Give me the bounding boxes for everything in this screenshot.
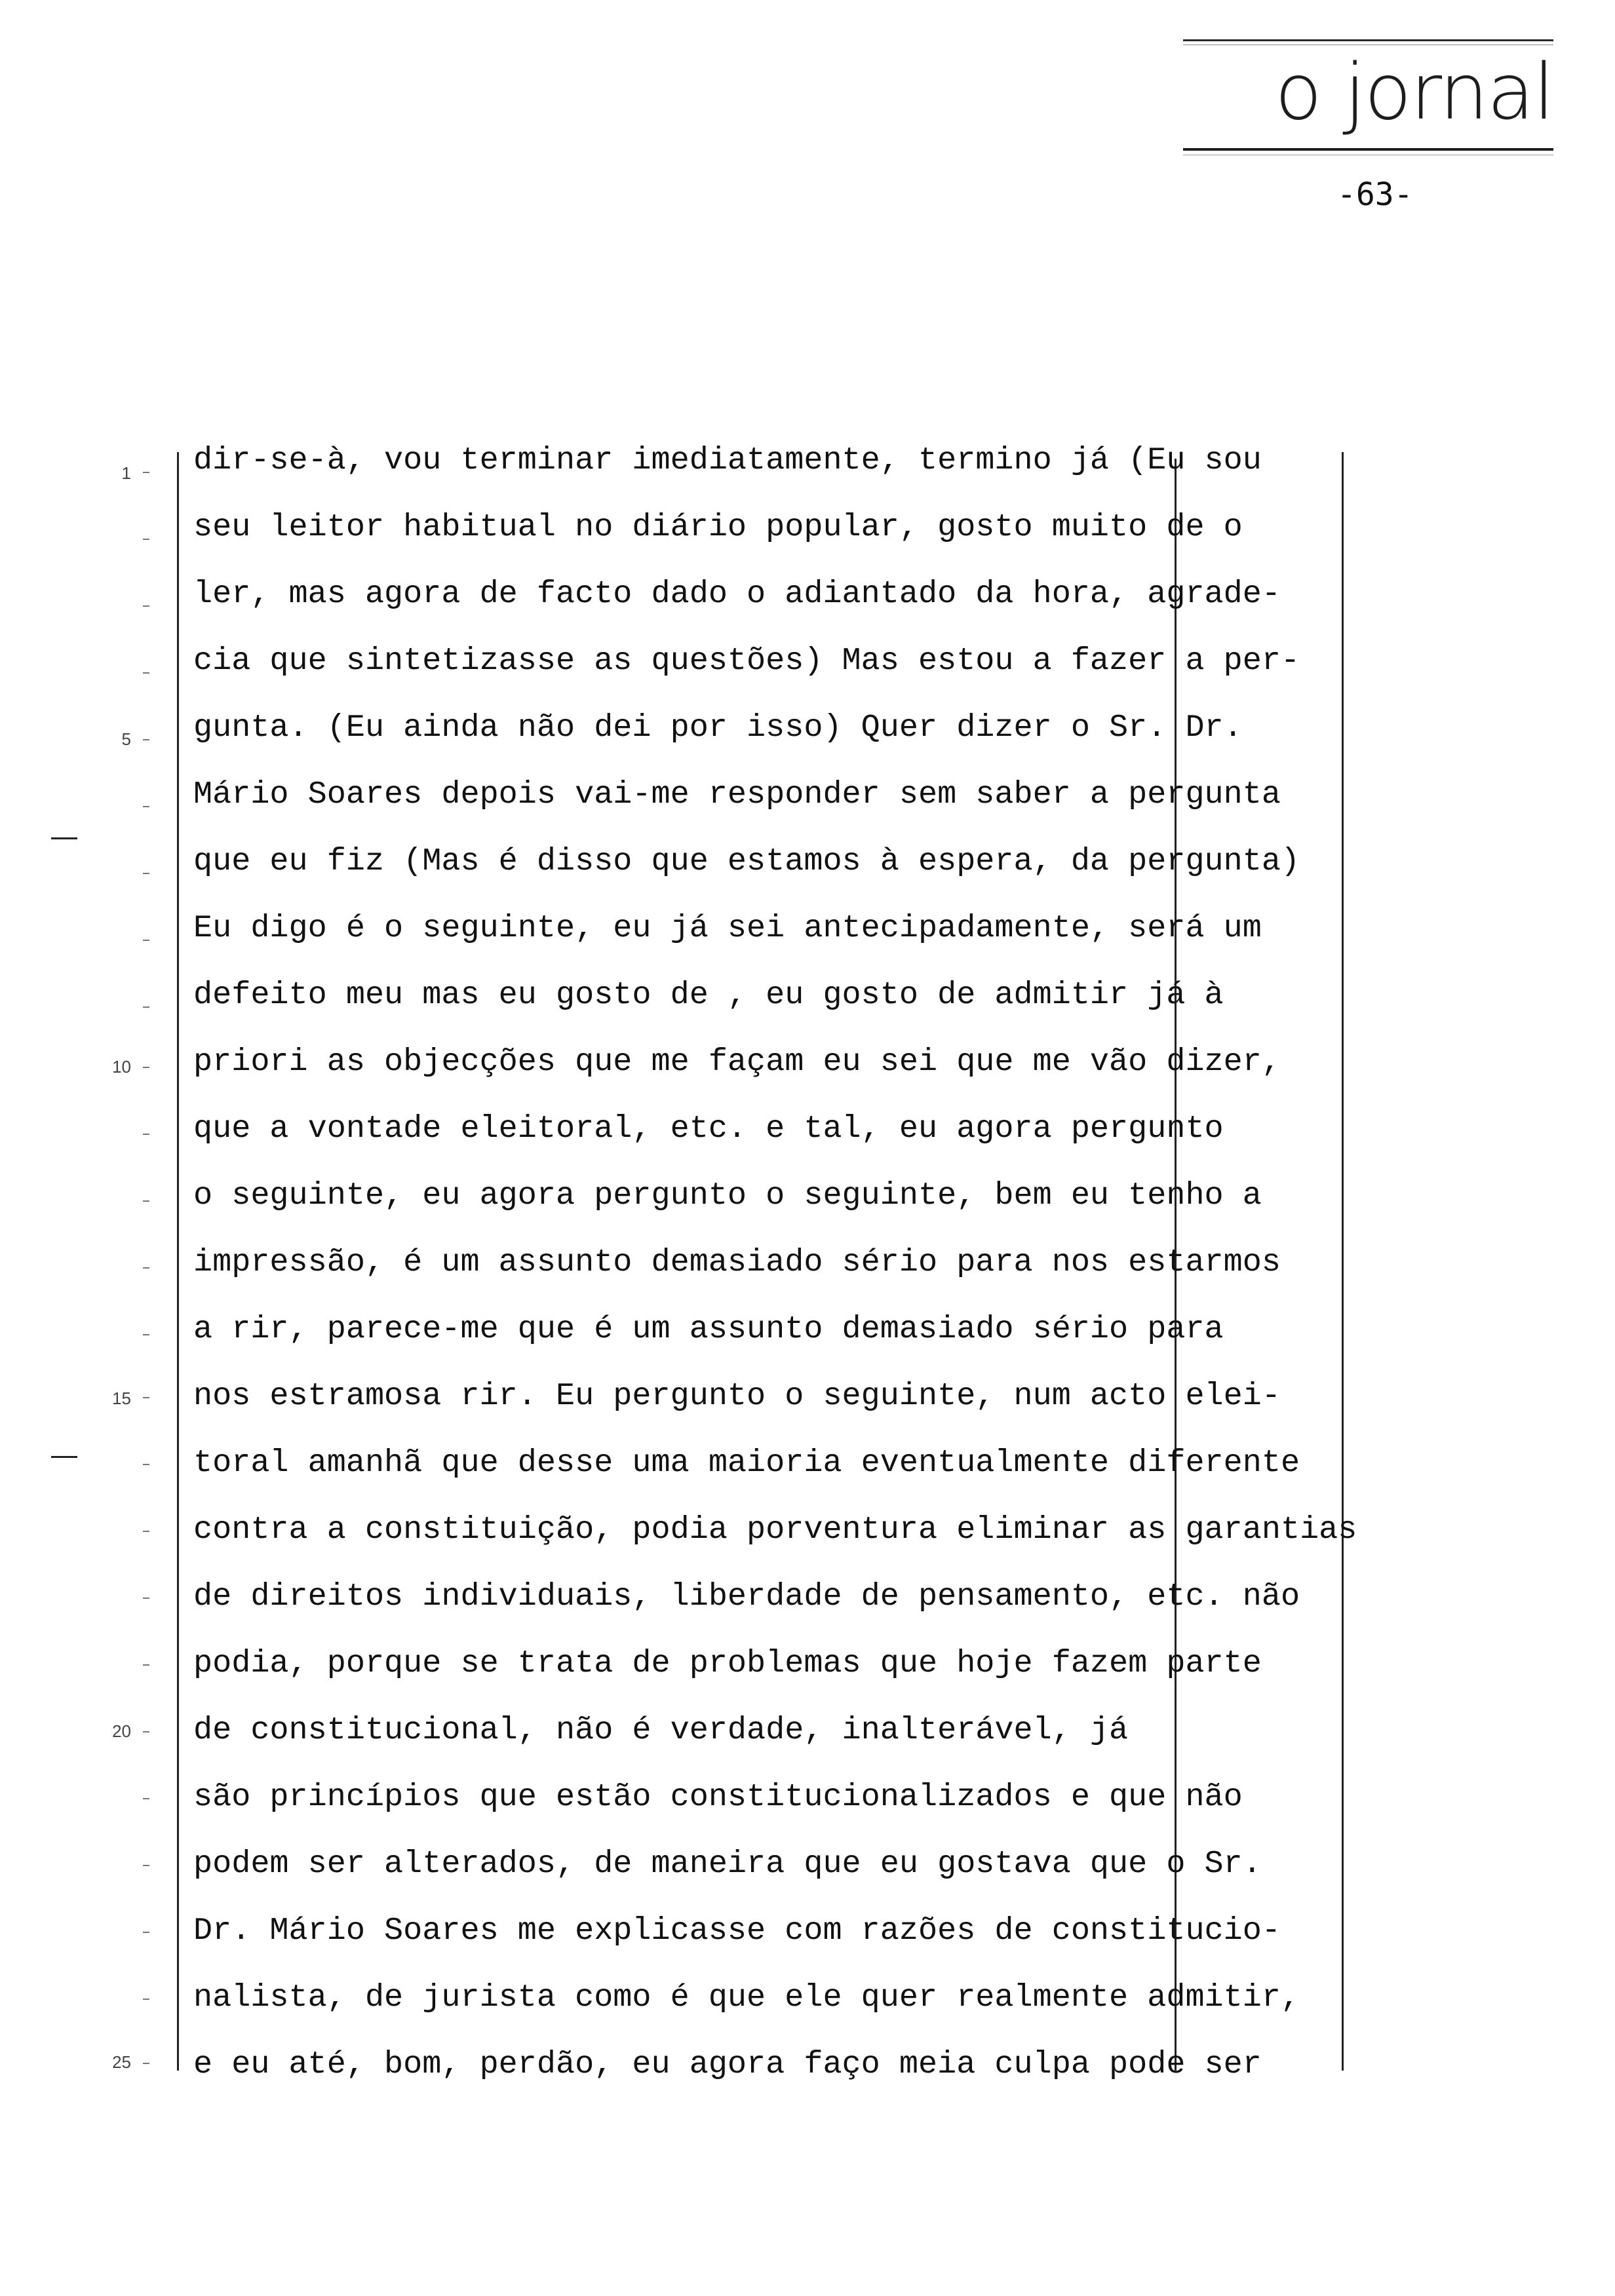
margin-line-number: 20	[112, 1721, 131, 1741]
masthead-rule-bottom	[1183, 148, 1553, 151]
line-tick	[143, 1531, 149, 1532]
margin-mark	[51, 837, 77, 839]
margin-mark	[51, 1456, 77, 1458]
line-tick	[143, 2063, 149, 2064]
margin-line-number: 15	[112, 1388, 131, 1408]
line-tick	[143, 472, 149, 473]
line-tick	[143, 1598, 149, 1599]
line-tick	[143, 739, 149, 740]
transcript-line: contra a constituição, podia porventura eliminar as garantias	[193, 1512, 1357, 1548]
page-number: -63-	[1337, 176, 1413, 213]
line-tick	[143, 539, 149, 540]
line-tick	[143, 940, 149, 941]
line-tick	[143, 1865, 149, 1866]
line-tick	[143, 1999, 149, 2000]
outer-column-rule	[1342, 452, 1344, 2071]
transcript-line: toral amanhã que desse uma maioria eventualmente diferente	[193, 1445, 1300, 1481]
transcript-line: de constitucional, não é verdade, inalterável, já	[193, 1712, 1129, 1748]
masthead-logo: o jornal	[1274, 47, 1553, 137]
transcript-line: Mário Soares depois vai-me responder sem saber a pergunta	[193, 776, 1281, 813]
transcript-line: podia, porque se trata de problemas que hoje fazem parte	[193, 1645, 1262, 1681]
transcript-line: de direitos individuais, liberdade de pensamento, etc. não	[193, 1578, 1300, 1615]
line-tick	[143, 1006, 149, 1008]
left-margin-rule	[177, 452, 179, 2071]
line-tick	[143, 1200, 149, 1202]
transcript-line: Dr. Mário Soares me explicasse com razões de constitucio-	[193, 1913, 1281, 1949]
transcript-line: defeito meu mas eu gosto de , eu gosto de admitir já à	[193, 977, 1224, 1013]
margin-line-number: 5	[121, 729, 131, 749]
transcript-line: o seguinte, eu agora pergunto o seguinte, bem eu tenho a	[193, 1177, 1262, 1214]
line-tick	[143, 672, 149, 674]
margin-line-number: 10	[112, 1057, 131, 1077]
line-tick	[143, 605, 149, 607]
transcript-line: Eu digo é o seguinte, eu já sei antecipadamente, será um	[193, 910, 1262, 946]
line-tick	[143, 1134, 149, 1135]
margin-line-number: 25	[112, 2052, 131, 2072]
line-tick	[143, 806, 149, 807]
transcript-line: dir-se-à, vou terminar imediatamente, termino já (Eu sou	[193, 442, 1262, 478]
transcript-line: e eu até, bom, perdão, eu agora faço meia culpa pode ser	[193, 2046, 1262, 2082]
transcript-line: nalista, de jurista como é que ele quer realmente admitir,	[193, 1980, 1300, 2016]
line-tick	[143, 1067, 149, 1068]
line-tick	[143, 1334, 149, 1335]
transcript-line: nos estramosa rir. Eu pergunto o seguinte, num acto elei-	[193, 1378, 1281, 1414]
transcript-line: que eu fiz (Mas é disso que estamos à espera, da pergunta)	[193, 843, 1300, 879]
line-tick	[143, 1932, 149, 1933]
line-tick	[143, 1464, 149, 1465]
line-tick	[143, 1731, 149, 1732]
line-tick	[143, 1664, 149, 1666]
transcript-line: ler, mas agora de facto dado o adiantado da hora, agrade-	[193, 576, 1281, 612]
masthead-rule-top	[1183, 39, 1553, 41]
margin-line-number: 1	[121, 463, 131, 483]
line-tick	[143, 1397, 149, 1398]
line-tick	[143, 1798, 149, 1799]
transcript-line: impressão, é um assunto demasiado sério para nos estarmos	[193, 1244, 1281, 1280]
transcript-line: seu leitor habitual no diário popular, gosto muito de o	[193, 509, 1243, 545]
transcript-line: são princípios que estão constitucionalizados e que não	[193, 1779, 1243, 1815]
transcript-line: gunta. (Eu ainda não dei por isso) Quer dizer o Sr. Dr.	[193, 710, 1243, 746]
line-tick	[143, 1267, 149, 1269]
transcript-line: cia que sintetizasse as questões) Mas estou a fazer a per-	[193, 643, 1300, 679]
transcript-line: a rir, parece-me que é um assunto demasiado sério para	[193, 1311, 1224, 1347]
line-tick	[143, 873, 149, 874]
transcript-line: podem ser alterados, de maneira que eu gostava que o Sr.	[193, 1846, 1262, 1882]
transcript-line: que a vontade eleitoral, etc. e tal, eu agora pergunto	[193, 1111, 1224, 1147]
transcript-line: priori as objecções que me façam eu sei que me vão dizer,	[193, 1044, 1281, 1080]
